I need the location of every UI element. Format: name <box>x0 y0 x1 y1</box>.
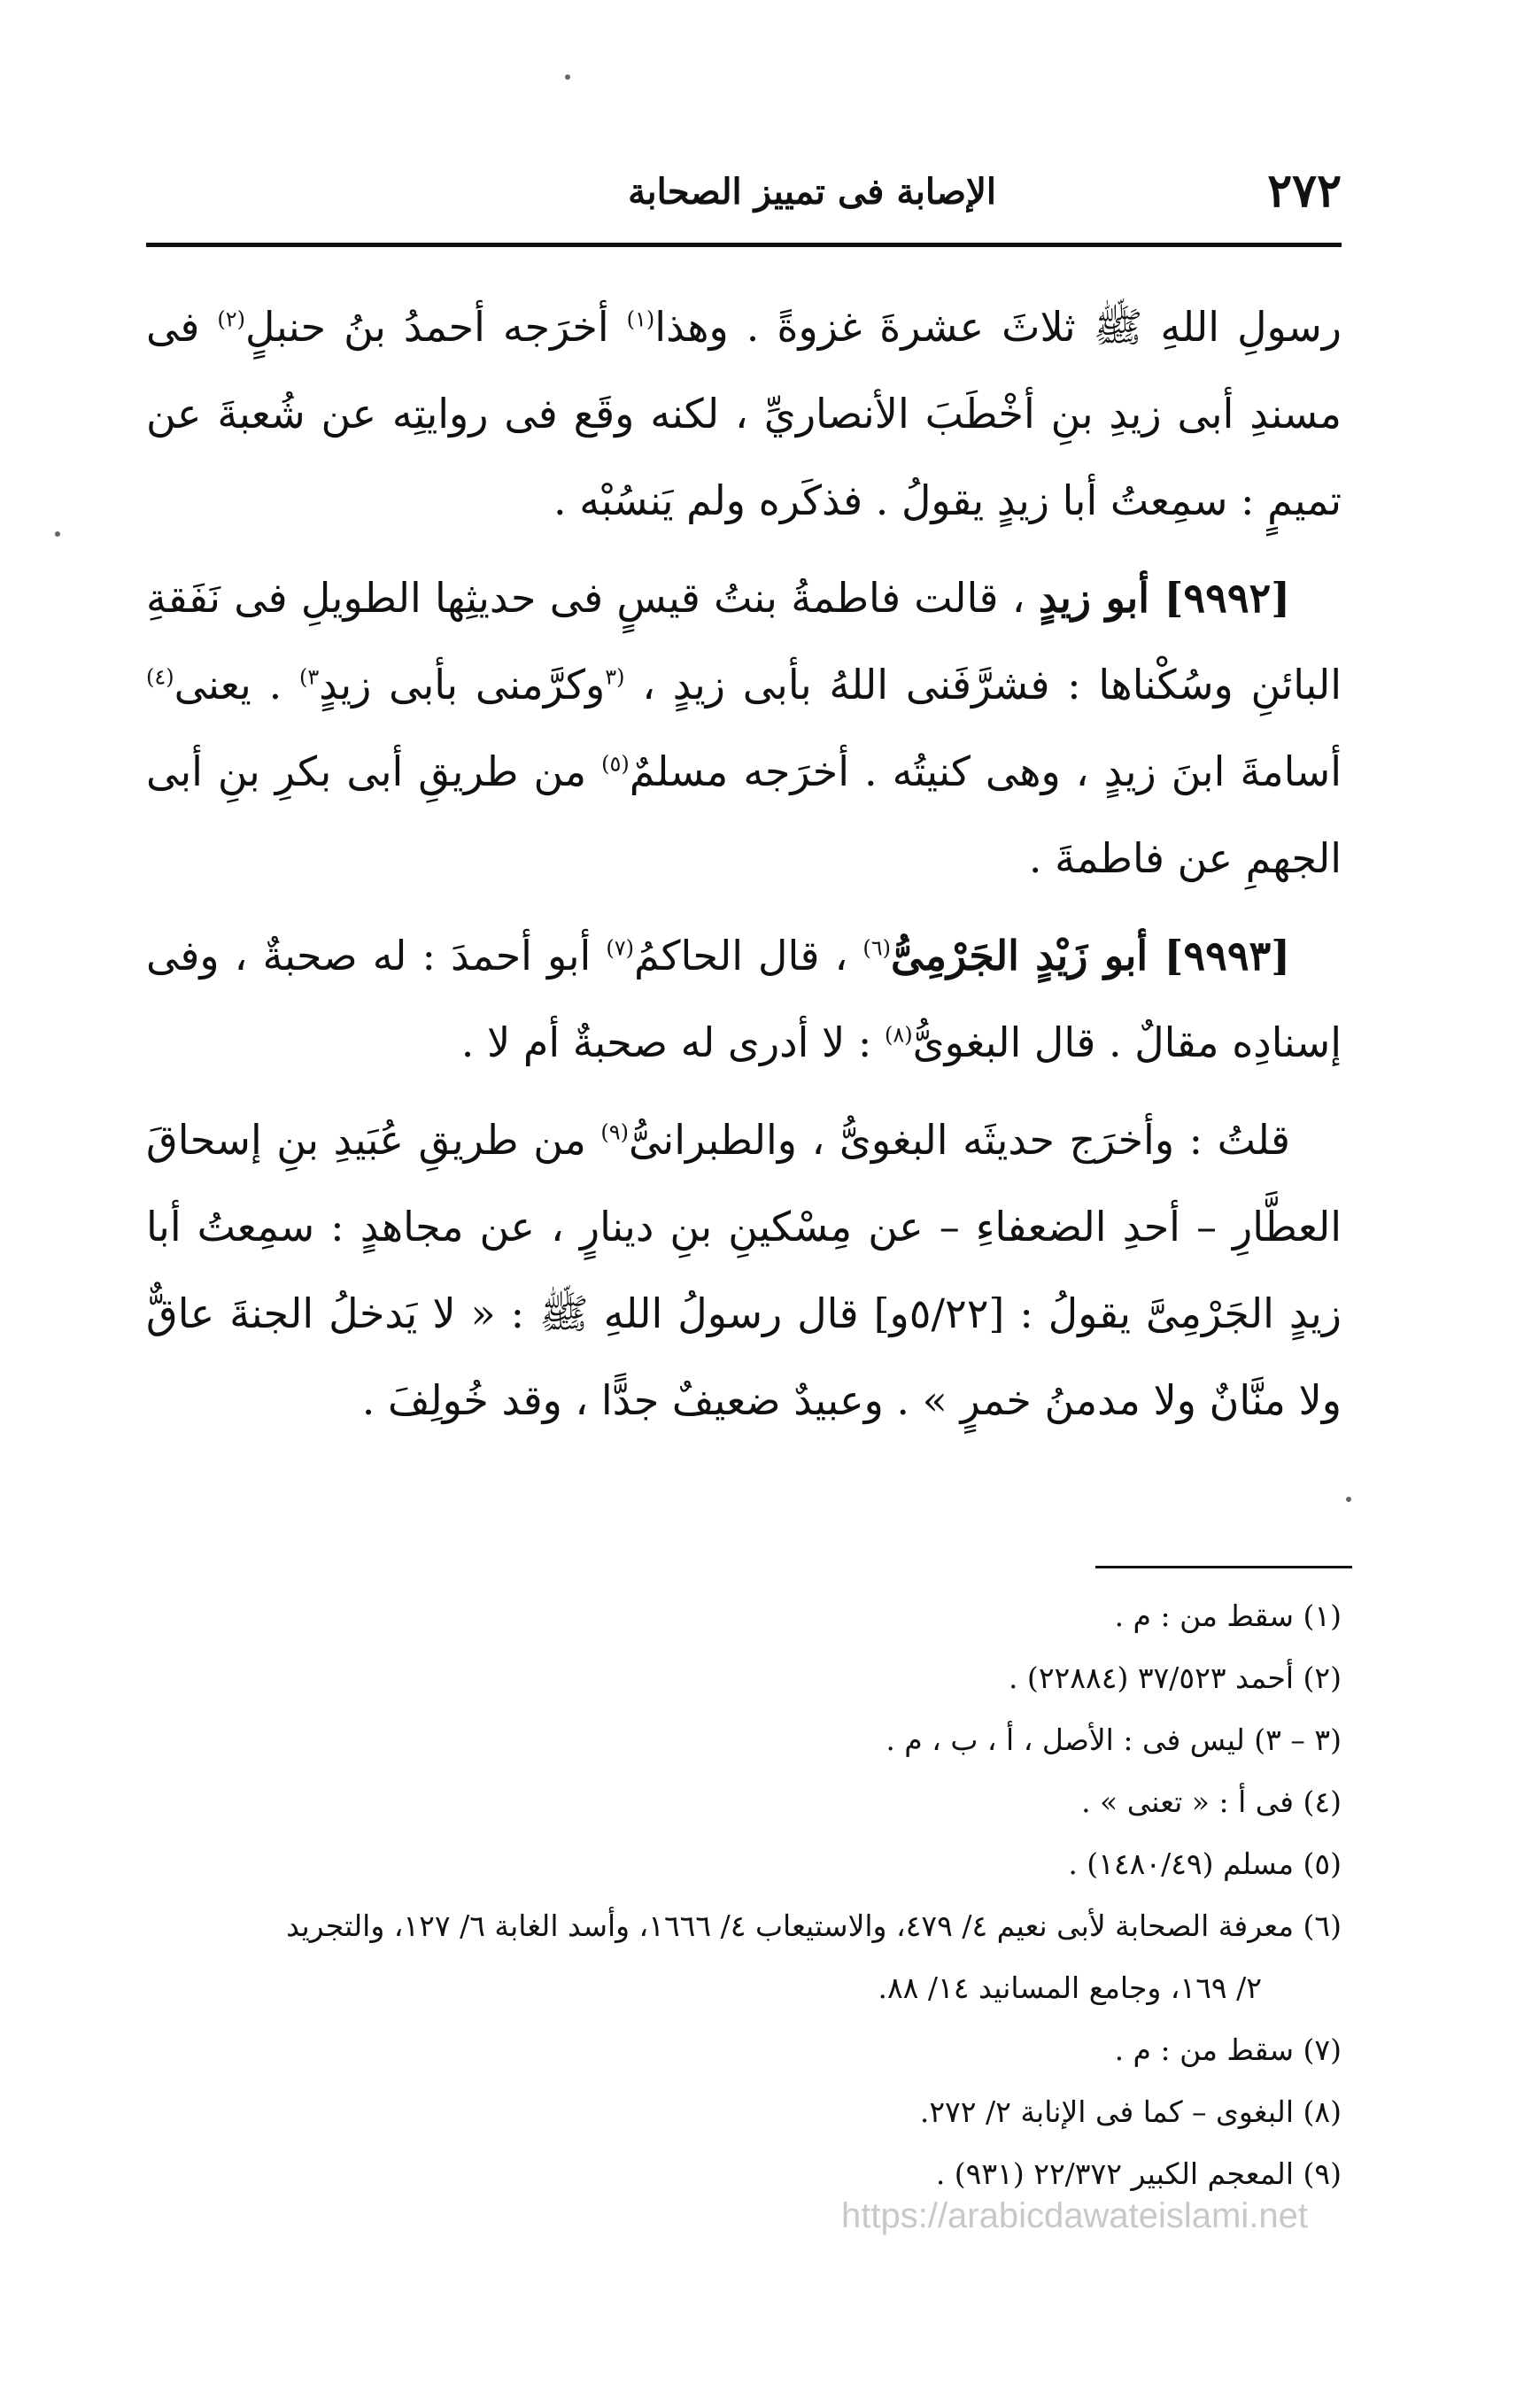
footnote: (٢) أحمد ٣٧/٥٢٣ (٢٢٨٨٤) . <box>1008 1661 1342 1695</box>
watermark: https://arabicdawateislami.net <box>841 2196 1308 2235</box>
footnote: (٣ – ٣) ليس فى : الأصل ، أ ، ب ، م . <box>886 1723 1342 1757</box>
text-run: . يعنى <box>174 661 299 708</box>
header-rule <box>146 243 1342 247</box>
text-run: وكرَّمنى بأبى زيدٍ <box>319 661 606 708</box>
footnote-reference: ٣) <box>298 664 320 690</box>
footnote-reference: (٨) <box>885 1022 913 1048</box>
running-title: الإصابة فى تمييز الصحابة <box>628 171 996 213</box>
footnote: (٤) فى أ : « تعنى » . <box>1081 1785 1342 1819</box>
footnote: (٥) مسلم (١٤٨٠/٤٩) . <box>1068 1847 1342 1881</box>
footnote: (٩) المعجم الكبير ٢٢/٣٧٢ (٩٣١) . <box>935 2156 1342 2191</box>
entry-name: أبو زيدٍ <box>1038 574 1164 622</box>
text-run: ، قال الحاكمُ <box>634 932 863 979</box>
body-paragraph <box>146 1096 1342 1444</box>
page-number: ٢٧٢ <box>1267 164 1342 218</box>
scan-speck <box>1346 1497 1351 1502</box>
footnote-rule <box>1095 1566 1352 1568</box>
text-run: فى مسندِ أبى زيدِ بنِ أخْطَبَ الأنصاريِّ ، لكنه وقَع فى روايتِه عن شُعبةَ عن تميمٍ : سمِعتُ أبا زيدٍ يقولُ . فذكَره ولم يَنسُبْه . <box>146 303 1342 524</box>
text-run: أسامةَ ابنَ زيدٍ ، وهى كنيتُه . أخرَجه مسلمٌ <box>629 747 1342 795</box>
scan-speck <box>55 531 60 537</box>
entry-number: [٩٩٩٣] <box>1164 932 1290 979</box>
body-paragraph <box>146 283 1342 544</box>
entry-name: أبو زَيْدٍ الجَرْمِىُّ <box>891 932 1164 979</box>
footnote-reference: (٣ <box>605 664 625 690</box>
footnote-reference: (٦) <box>862 935 892 961</box>
text-run: أبو أحمدَ : له صحبةٌ ، وفى إسنادِه مقالٌ . قال البغوىُّ <box>146 932 1342 1066</box>
page-header <box>146 164 1342 244</box>
footnote: (١) سقط من : م . <box>1114 1599 1342 1633</box>
scan-speck <box>565 74 570 80</box>
entry-number: [٩٩٩٢] <box>1164 574 1290 622</box>
footnote-reference: (٤) <box>146 664 174 690</box>
footnote-reference: (٢) <box>217 306 246 332</box>
text-run: قلتُ : وأخرَج حديثَه البغوىُّ ، والطبرانىُّ <box>629 1116 1290 1164</box>
text-run: من طريقِ أبى بكرِ بنِ أبى الجهمِ عن فاطمةَ . <box>146 747 1342 882</box>
text-run: ، قالت فاطمةُ بنتُ قيسٍ فى حديثِها الطويلِ فى نَفَقةِ البائنِ وسُكْناها : فشرَّفَنى اللهُ بأبى زيدٍ ، <box>146 574 1342 708</box>
footnote: ٢/ ١٦٩، وجامع المسانيد ١٤/ ٨٨. <box>878 1971 1262 2005</box>
text-run: رسولِ اللهِ ﷺ ثلاثَ عشرةَ غزوةً . وهذا <box>654 303 1342 351</box>
text-run: أخرَجه أحمدُ بنُ حنبلٍ <box>245 303 627 351</box>
footnote-reference: (٧) <box>606 935 634 961</box>
text-run: من طريقِ عُبَيدِ بنِ إسحاقَ العطَّارِ – أحدِ الضعفاءِ – عن مِسْكينِ بنِ دينارٍ ، عن مجاهدٍ : سمِعتُ أبا زيدٍ الجَرْمِىَّ يقولُ : [٥/٢٢و] قال رسولُ اللهِ ﷺ : « لا يَدخلُ الجنةَ عاقٌّ ولا منَّانٌ ولا مدمنُ خمرٍ » . وعبيدٌ ضعيفٌ جدًّا ، وقد خُولِفَ . <box>146 1116 1342 1424</box>
body-paragraph <box>146 912 1342 1086</box>
body-text <box>146 283 1342 1454</box>
footnote: (٦) معرفة الصحابة لأبى نعيم ٤/ ٤٧٩، والاستيعاب ٤/ ١٦٦٦، وأسد الغابة ٦/ ١٢٧، والتجريد <box>286 1909 1342 1943</box>
footnote-reference: (١) <box>626 306 655 332</box>
body-paragraph <box>146 554 1342 902</box>
footnote: (٨) البغوى – كما فى الإنابة ٢/ ٢٧٢. <box>919 2094 1342 2129</box>
footnote: (٧) سقط من : م . <box>1114 2032 1342 2067</box>
text-run: : لا أدرى له صحبةٌ أم لا . <box>460 1018 886 1066</box>
footnote-reference: (٩) <box>600 1119 630 1145</box>
footnotes <box>146 1585 1342 2205</box>
footnote-reference: (٥) <box>601 751 630 777</box>
